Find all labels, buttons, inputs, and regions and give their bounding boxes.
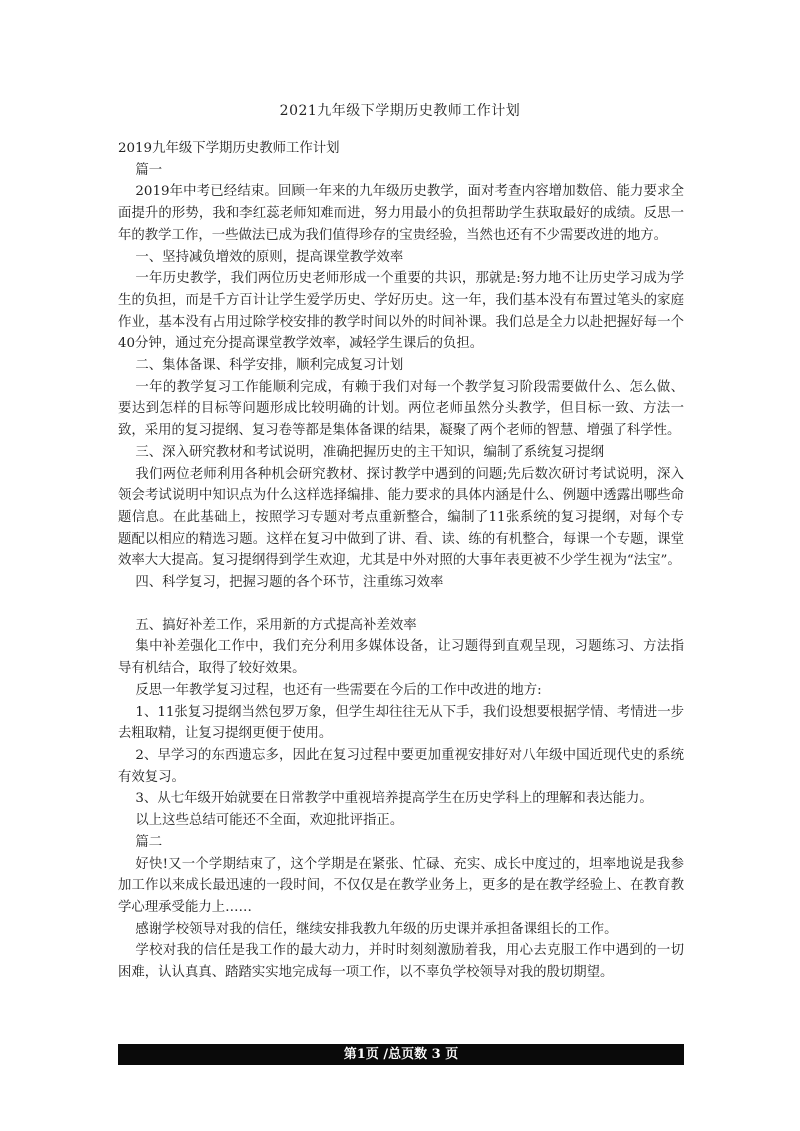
section-heading: 二、集体备课、科学安排，顺利完成复习计划 xyxy=(135,358,404,374)
page-footer: 第1页 /总页数 3 页 xyxy=(118,1044,684,1065)
paragraph: 集中补差强化工作中，我们充分利用多媒体设备，让习题得到直观呈现，习题练习、方法指导有机结合，取得了较好效果。 xyxy=(118,639,684,677)
document-subtitle: 2019九年级下学期历史教师工作计划 xyxy=(118,141,340,156)
paragraph: 学校对我的信任是我工作的最大动力，并时时刻刻激励着我，用心去克服工作中遇到的一切困难，认认真真、踏踏实实地完成每一项工作，以不辜负学校领导对我的殷切期望。 xyxy=(118,943,684,981)
section-heading-part-one: 篇一 xyxy=(135,162,163,178)
section-heading: 四、科学复习，把握习题的各个环节，注重练习效率 xyxy=(135,575,444,591)
paragraph: 感谢学校领导对我的信任，继续安排我教九年级的历史课并承担备课组长的工作。 xyxy=(135,921,618,937)
section-heading-part-two: 篇二 xyxy=(135,834,163,850)
paragraph: 以上这些总结可能还不全面，欢迎批评指正。 xyxy=(135,813,404,829)
paragraph: 我们两位老师利用各种机会研究教材、探讨教学中遇到的问题;先后数次研讨考试说明，深入领会考试说明中知识点为什么这样选择编排、能力要求的具体内涵是什么、例题中透露出哪些命题信息。在此基础上，按照学习专题对考点重新整合，编制了11张系统的复习提纲，对每个专题配以相应的精选习题。这样在复习中做到了讲、看、读、练的有机整合，每课一个专题，课堂效率大大提高。复习提纲得到学生欢迎，尤其是中外对照的大事年表更被不少学生视为“法宝”。 xyxy=(118,466,684,569)
list-item: 3、从七年级开始就要在日常教学中重视培养提高学生在历史学科上的理解和表达能力。 xyxy=(135,791,653,807)
section-heading: 五、搞好补差工作，采用新的方式提高补差效率 xyxy=(135,617,417,633)
section-heading: 三、深入研究教材和考试说明，准确把握历史的主干知识，编制了系统复习提纲 xyxy=(135,444,605,460)
section-heading: 一、坚持减负增效的原则，提高课堂教学效率 xyxy=(135,249,404,265)
list-item: 2、早学习的东西遗忘多，因此在复习过程中要更加重视安排好对八年级中国近现代史的系统有效复习。 xyxy=(118,747,684,785)
list-item: 1、11张复习提纲当然包罗万象，但学生却往往无从下手，我们设想要根据学情、考情进一步去粗取精，让复习提纲更便于使用。 xyxy=(118,704,684,742)
paragraph: 一年的教学复习工作能顺利完成，有赖于我们对每一个教学复习阶段需要做什么、怎么做、要达到怎样的目标等问题形成比较明确的计划。两位老师虽然分头教学，但目标一致、方法一致，采用的复习提纲、复习卷等都是集体备课的结果，凝聚了两个老师的智慧、增强了科学性。 xyxy=(118,379,684,439)
paragraph: 2019年中考已经结束。回顾一年来的九年级历史教学，面对考查内容增加数倍、能力要求全面提升的形势，我和李红蕊老师知难而进，努力用最小的负担帮助学生获取最好的成绩。反思一年的教学工作，一些做法已成为我们值得珍存的宝贵经验，当然也还有不少需要改进的地方。 xyxy=(118,184,684,243)
document-body xyxy=(118,138,684,984)
paragraph: 好快!又一个学期结束了，这个学期是在紧张、忙碌、充实、成长中度过的，坦率地说是我参加工作以来成长最迅速的一段时间，不仅仅是在教学业务上，更多的是在教学经验上、在教育教学心理承受能力上…… xyxy=(118,856,684,915)
paragraph: 一年历史教学，我们两位历史老师形成一个重要的共识，那就是:努力地不让历史学习成为学生的负担，而是千方百计让学生爱学历史、学好历史。这一年，我们基本没有布置过笔头的家庭作业，基本没有占用过除学校安排的教学时间以外的时间补课。我们总是全力以赴把握好每一个40分钟，通过充分提高课堂教学效率，减轻学生课后的负担。 xyxy=(118,271,684,352)
paragraph: 反思一年教学复习过程，也还有一些需要在今后的工作中改进的地方: xyxy=(135,682,542,698)
page-title: 2021九年级下学期历史教师工作计划 xyxy=(279,103,521,119)
